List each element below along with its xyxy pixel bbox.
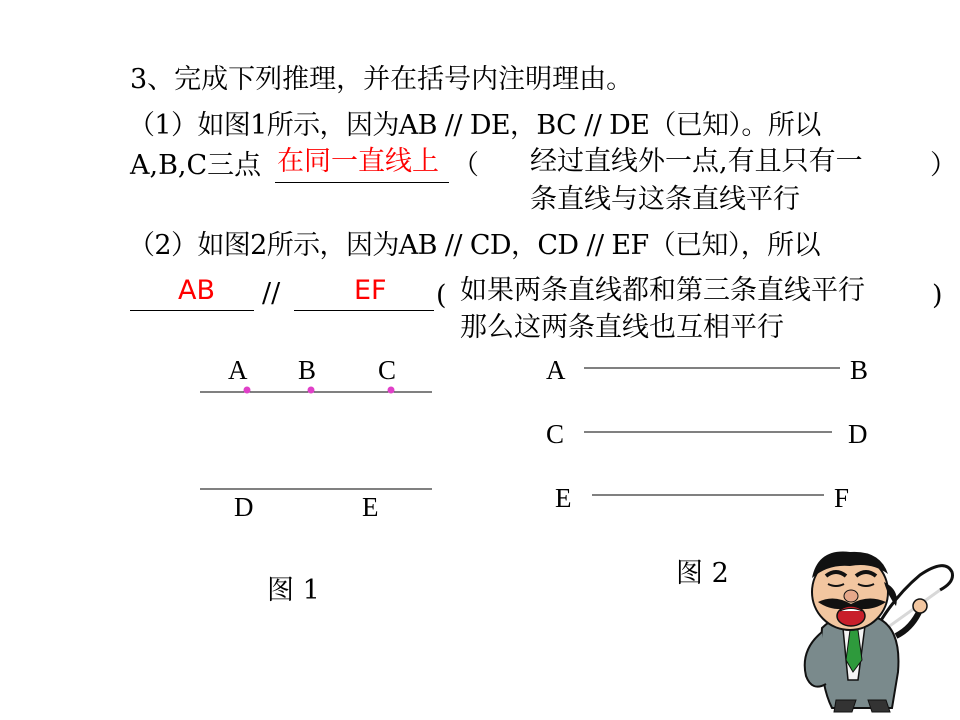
- part1-open-paren: （: [452, 150, 479, 181]
- figure1-label-e: E: [362, 492, 379, 522]
- part2-parallel: //: [262, 278, 281, 309]
- figure2-label-b: B: [850, 355, 869, 385]
- part1-reason-line2: 条直线与这条直线平行: [530, 184, 800, 215]
- part2-reason-line2: 那么这两条直线也互相平行: [460, 312, 784, 343]
- figure2-label-f: F: [834, 483, 850, 513]
- figure1-label-c: C: [378, 355, 397, 385]
- figure2-label-d: D: [848, 419, 868, 449]
- figure2-label-c: C: [546, 419, 565, 449]
- part1-close-paren: ）: [930, 150, 957, 181]
- part1-prefix: A,B,C三点: [130, 150, 262, 181]
- figure2-label-a: A: [546, 355, 566, 385]
- part2-close-paren: ): [932, 280, 943, 311]
- part2-answer2: EF: [354, 275, 387, 306]
- part2-line1: （2）如图2所示，因为AB // CD，CD // EF（已知），所以: [128, 230, 820, 261]
- question-title: 3、完成下列推理，并在括号内注明理由。: [130, 64, 634, 95]
- figure2-caption: 图 2: [676, 558, 729, 589]
- figure1-label-a: A: [228, 355, 248, 385]
- figure1-label-b: B: [298, 355, 317, 385]
- part2-answer1: AB: [178, 275, 215, 306]
- figure2-label-e: E: [555, 483, 572, 513]
- part2-reason-line1: 如果两条直线都和第三条直线平行: [460, 275, 865, 306]
- part1-line1: （1）如图1所示，因为AB // DE，BC // DE（已知）。所以: [128, 110, 821, 141]
- part2-open-paren: (: [436, 280, 447, 311]
- part1-reason-line1: 经过直线外一点,有且只有一: [530, 146, 863, 177]
- figure1-caption: 图 1: [267, 575, 320, 606]
- figure1-label-d: D: [234, 492, 254, 522]
- part1-answer: 在同一直线上: [277, 146, 439, 177]
